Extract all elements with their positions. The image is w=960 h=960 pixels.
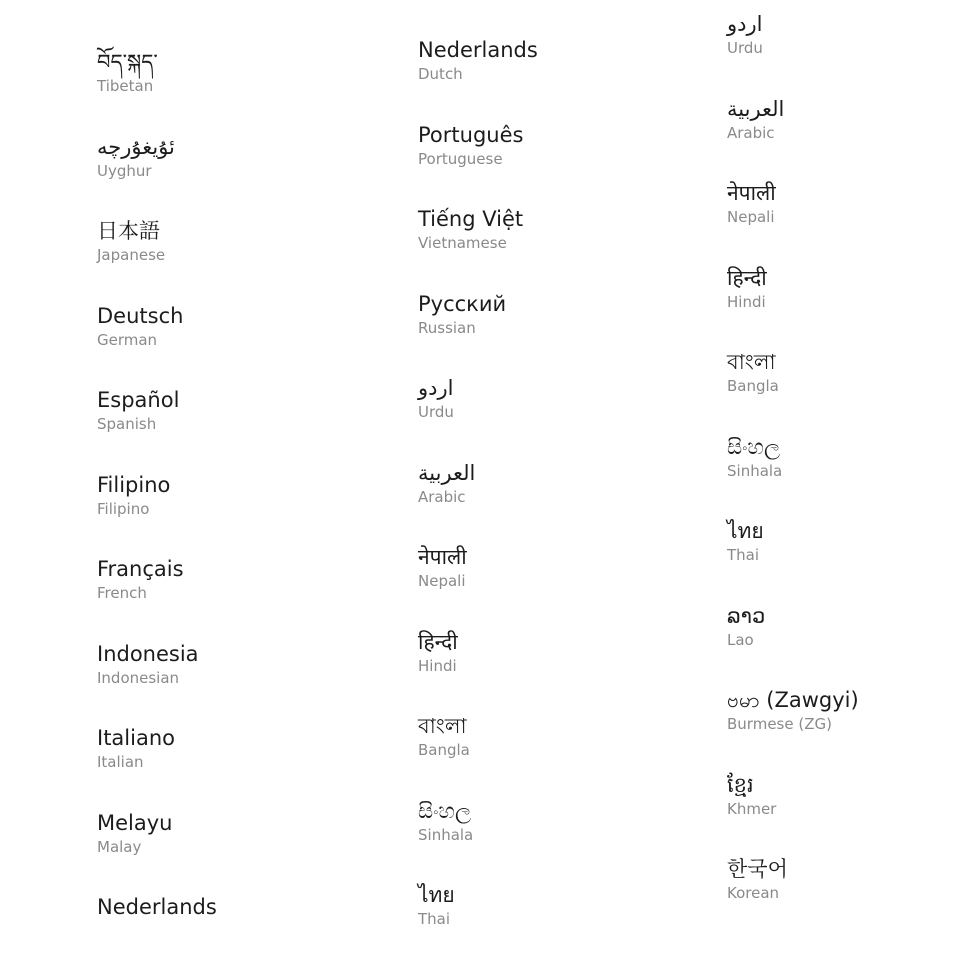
language-native-name: Nederlands — [97, 895, 217, 919]
language-english-name: Uyghur — [97, 161, 152, 180]
language-english-name: Dutch — [418, 65, 463, 83]
language-native-name: བོད་སྐད་ — [97, 50, 158, 74]
language-item-russian[interactable] — [418, 290, 708, 375]
language-item-thai[interactable] — [727, 517, 960, 602]
language-english-name: Urdu — [418, 403, 454, 421]
language-native-name: ဗမာ (Zawgyi) — [727, 688, 859, 712]
language-native-name: සිංහල — [418, 798, 471, 823]
language-native-name: 한국어 — [727, 857, 788, 881]
language-native-name: Русский — [418, 291, 507, 316]
language-native-name: Melayu — [97, 810, 173, 835]
language-english-name: Japanese — [97, 246, 166, 264]
language-native-name: हिन्दी — [727, 265, 767, 290]
language-english-name: Arabic — [727, 123, 775, 142]
language-english-name: Lao — [727, 630, 754, 649]
language-english-name: Arabic — [418, 487, 466, 506]
language-item-lao[interactable] — [727, 602, 960, 687]
language-english-name: Thai — [418, 910, 451, 928]
language-item-nepali[interactable] — [418, 543, 708, 628]
language-native-name: नेपाली — [418, 545, 467, 569]
language-native-name: Italiano — [97, 726, 175, 750]
language-native-name: Filipino — [97, 472, 171, 497]
language-english-name: Thai — [727, 546, 760, 564]
language-english-name: Nepali — [418, 572, 466, 590]
language-english-name: Russian — [418, 318, 476, 337]
language-native-name: Tiếng Việt — [418, 207, 524, 231]
language-item-sinhala[interactable] — [418, 797, 708, 882]
language-english-name: Bangla — [418, 741, 470, 759]
language-english-name: Tibetan — [97, 77, 154, 95]
language-item-sinhala[interactable] — [727, 433, 960, 518]
language-column-1 — [97, 48, 387, 960]
language-item-spanish[interactable] — [97, 386, 387, 471]
language-item-khmer[interactable] — [727, 771, 960, 856]
language-native-name: Português — [418, 122, 524, 147]
language-column-3 — [727, 12, 960, 940]
language-item-vietnamese[interactable] — [418, 205, 708, 290]
language-native-name: ខ្មែរ — [727, 772, 754, 797]
language-english-name: Korean — [727, 884, 780, 902]
language-english-name: Portuguese — [418, 149, 503, 168]
language-english-name: Filipino — [97, 499, 150, 518]
language-native-name: বাংলা — [418, 714, 467, 738]
language-item-thai[interactable] — [418, 881, 708, 960]
language-native-name: Deutsch — [97, 303, 184, 328]
language-english-name: Malay — [97, 837, 142, 856]
language-english-name: Urdu — [727, 39, 763, 57]
language-item-japanese[interactable] — [97, 217, 387, 302]
language-item-bangla[interactable] — [418, 712, 708, 797]
language-native-name: বাংলা — [727, 350, 776, 374]
language-item-tibetan[interactable] — [97, 48, 387, 133]
language-english-name: Indonesian — [97, 668, 180, 687]
language-english-name: Hindi — [418, 656, 457, 675]
language-english-name: Bangla — [727, 377, 779, 395]
language-native-name: Nederlands — [418, 38, 538, 62]
language-native-name: ไทย — [418, 883, 455, 907]
language-english-name: Spanish — [97, 415, 157, 433]
language-native-name: العربية — [418, 460, 476, 485]
language-item-urdu[interactable] — [418, 374, 708, 459]
language-native-name: 日本語 — [97, 219, 160, 243]
language-item-indonesian[interactable] — [97, 640, 387, 725]
language-item-german[interactable] — [97, 302, 387, 387]
language-native-name: اردو — [727, 12, 763, 36]
language-item-malay[interactable] — [97, 809, 387, 894]
language-english-name: German — [97, 330, 158, 349]
language-item-uyghur[interactable] — [97, 133, 387, 218]
language-english-name: Sinhala — [418, 825, 474, 844]
language-item-nepali[interactable] — [727, 179, 960, 264]
language-item-dutch[interactable] — [418, 36, 708, 121]
language-item-burmese-zawgyi[interactable] — [727, 686, 960, 771]
language-item-bangla[interactable] — [727, 348, 960, 433]
language-item-korean[interactable] — [727, 855, 960, 940]
language-english-name: Khmer — [727, 799, 777, 818]
language-native-name: ئۇيغۇرچە — [97, 134, 175, 159]
language-item-arabic[interactable] — [727, 95, 960, 180]
language-native-name: ไทย — [727, 519, 764, 543]
language-english-name: Italian — [97, 753, 144, 771]
language-item-hindi[interactable] — [418, 628, 708, 713]
language-column-2 — [418, 36, 708, 960]
language-item-italian[interactable] — [97, 724, 387, 809]
language-item-french[interactable] — [97, 555, 387, 640]
language-english-name: Burmese (ZG) — [727, 715, 832, 733]
language-item-arabic[interactable] — [418, 459, 708, 544]
language-item-filipino[interactable] — [97, 471, 387, 556]
language-native-name: العربية — [727, 96, 785, 121]
language-item-urdu[interactable] — [727, 10, 960, 95]
language-native-name: اردو — [418, 376, 454, 400]
language-english-name: Vietnamese — [418, 234, 507, 252]
language-native-name: हिन्दी — [418, 629, 458, 654]
language-english-name: Sinhala — [727, 461, 783, 480]
language-native-name: ລາວ — [727, 603, 766, 628]
language-native-name: Español — [97, 388, 180, 412]
language-native-name: සිංහල — [727, 434, 780, 459]
language-item-hindi[interactable] — [727, 264, 960, 349]
language-item-dutch[interactable] — [97, 893, 387, 960]
language-native-name: Français — [97, 557, 184, 581]
language-item-portuguese[interactable] — [418, 121, 708, 206]
language-english-name: Hindi — [727, 292, 766, 311]
language-english-name: Nepali — [727, 208, 775, 226]
language-english-name: French — [97, 584, 147, 602]
language-native-name: Indonesia — [97, 641, 199, 666]
language-native-name: नेपाली — [727, 181, 776, 205]
